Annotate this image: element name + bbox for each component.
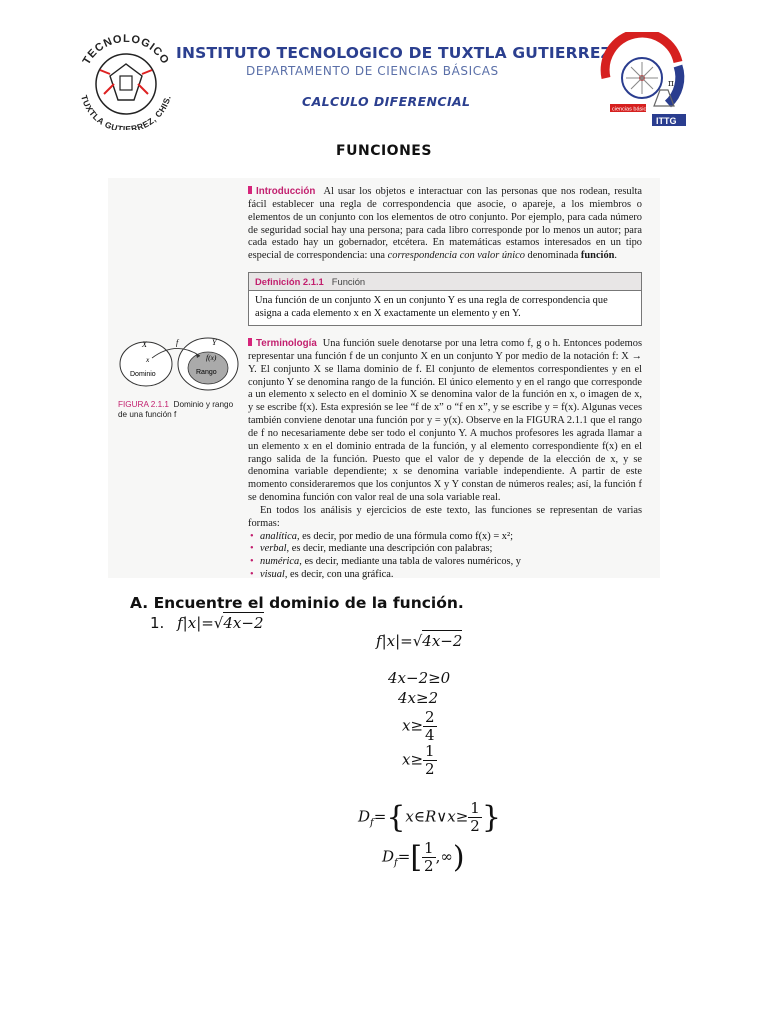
terminology-paragraph: Terminología Una función suele denotarse por una letra como f, g o h. Entonces podemos representar una función f de un conjunto X en un conjunto Y por medio de la notación f: X → Y. El conjunto X se llama dominio de f. El conjunto de elementos correspondientes y en el conjunto Y se denomina rango de la función. El único elemento y en el rango que corresponde a un elemento x selecto en el dominio X se denomina valor de la función en x, o imagen de x, y se escribe f(x). Esta expresión se lee “f de x” o “f en x”, y se escribe y = f(x). Algunas veces también conviene denotar una función por y = y(x). Observe en la FIGURA 2.1.1 que el rango de f no necesariamente debe ser todo el conjunto Y. A muchos profesores les agrada llamar a un elemento x en el dominio entrada de la función, y al elemento correspondiente f(x) en el rango salida de la función. Puesto que el valor de y depende de la elección de x, y se denomina variable dependiente; x se denomina variable independiente. A partir de este momento consideraremos que los conjuntos X y Y constan de números reales; así, la función f se denomina función con valor real de una sola variable real. En todos los análisis y ejercicios de este texto, las funciones se representan de varias formas: • analítica, es decir, por medio de una fórmula como f(x) = x²; • verbal, es decir, mediante una descripción con palabras; • numérica, es decir, mediante una tabla de valores numéricos, y • visual, es decir, con una gráfica.	[248, 338, 642, 582]
svg-text:f(x): f(x)	[206, 353, 217, 362]
svg-text:ITTG: ITTG	[656, 116, 677, 126]
textbook-excerpt	[108, 178, 660, 581]
list-item: • analítica, es decir, por medio de una fórmula como f(x) = x²;	[248, 531, 642, 544]
svg-text:f: f	[176, 338, 179, 347]
domain-set-notation: $D_f=\{x\in R\vee x\ge$ $\frac{1}{2}$ }	[358, 799, 501, 835]
exercise-function: f|x|=√4x−2	[177, 614, 264, 632]
domain-range-diagram	[116, 334, 244, 396]
svg-text:TECNOLOGICO: TECNOLOGICO	[80, 32, 172, 67]
ittg-emblem-icon	[598, 32, 688, 128]
page-title: FUNCIONES	[336, 143, 432, 159]
intro-paragraph: Introducción Al usar los objetos e interactuar con las personas que nos rodean, resulta fácil establecer una regla de correspondencia que asocie, o apareje, a los miembros o elementos de un conjunto con los elementos de otro conjunto. Por ejemplo, para cada número de seguridad social hay una persona; para cada libro corresponde por lo menos un autor; para cada estado hay un gobernador, etcétera. En matemáticas estamos interesados en un tipo especial de correspondencia: una correspondencia con valor único denominada función.	[248, 186, 643, 262]
list-item: • numérica, es decir, mediante una tabla de valores numéricos, y	[248, 556, 642, 569]
figure-2-1-1	[116, 334, 244, 396]
svg-text:Rango: Rango	[196, 369, 217, 376]
forms-intro: En todos los análisis y ejercicios de este texto, las funciones se representan de varias formas:	[248, 504, 642, 529]
definition-box	[248, 272, 642, 326]
definition-text: Una función de un conjunto X en un conjunto Y es una regla de correspondencia que asigna a cada elemento x en X exactamente un elemento y en Y.	[255, 295, 608, 319]
svg-text:Y: Y	[212, 338, 217, 347]
section-marker-icon	[248, 338, 252, 346]
list-item: • verbal, es decir, mediante una descripción con palabras;	[248, 543, 642, 556]
exercise-heading: A. Encuentre el dominio de la función.	[130, 594, 464, 612]
svg-text:ciencias básicas: ciencias básicas	[612, 106, 653, 113]
list-item: • visual, es decir, con una gráfica.	[248, 569, 642, 582]
figure-caption: FIGURA 2.1.1 Dominio y rango de una función f	[118, 400, 234, 419]
exercise-number-row: 1. f|x|=√4x−2	[150, 614, 264, 632]
svg-text:X: X	[142, 340, 147, 349]
function-restated: f|x|=√4x−2	[376, 632, 463, 650]
step-inequality-4: x≥ $\frac{1}{2}$	[402, 742, 435, 778]
right-logo	[598, 32, 688, 128]
svg-text:π: π	[668, 79, 674, 89]
definition-header: Definición 2.1.1 Función	[249, 273, 641, 291]
step-inequality-2: 4x≥2	[398, 689, 439, 707]
forms-list	[248, 531, 642, 582]
svg-text:x: x	[146, 355, 150, 364]
svg-text:TUXTLA GUTIERREZ, CHIS.: TUXTLA GUTIERREZ, CHIS.	[79, 93, 173, 130]
svg-text:Dominio: Dominio	[130, 371, 156, 378]
left-logo	[70, 30, 182, 130]
department-name: DEPARTAMENTO DE CIENCIAS BÁSICAS	[246, 64, 499, 78]
domain-interval: $D_f=$[ $\frac{1}{2}$ ,∞)	[382, 839, 465, 875]
step-inequality-1: 4x−2≥0	[388, 669, 451, 687]
course-name: CALCULO DIFERENCIAL	[302, 94, 471, 109]
step-inequality-3: x≥ $\frac{2}{4}$	[402, 708, 435, 744]
institute-seal-icon	[70, 30, 182, 130]
section-marker-icon	[248, 186, 252, 194]
institute-name: INSTITUTO TECNOLOGICO DE TUXTLA GUTIERREZ	[176, 44, 613, 62]
